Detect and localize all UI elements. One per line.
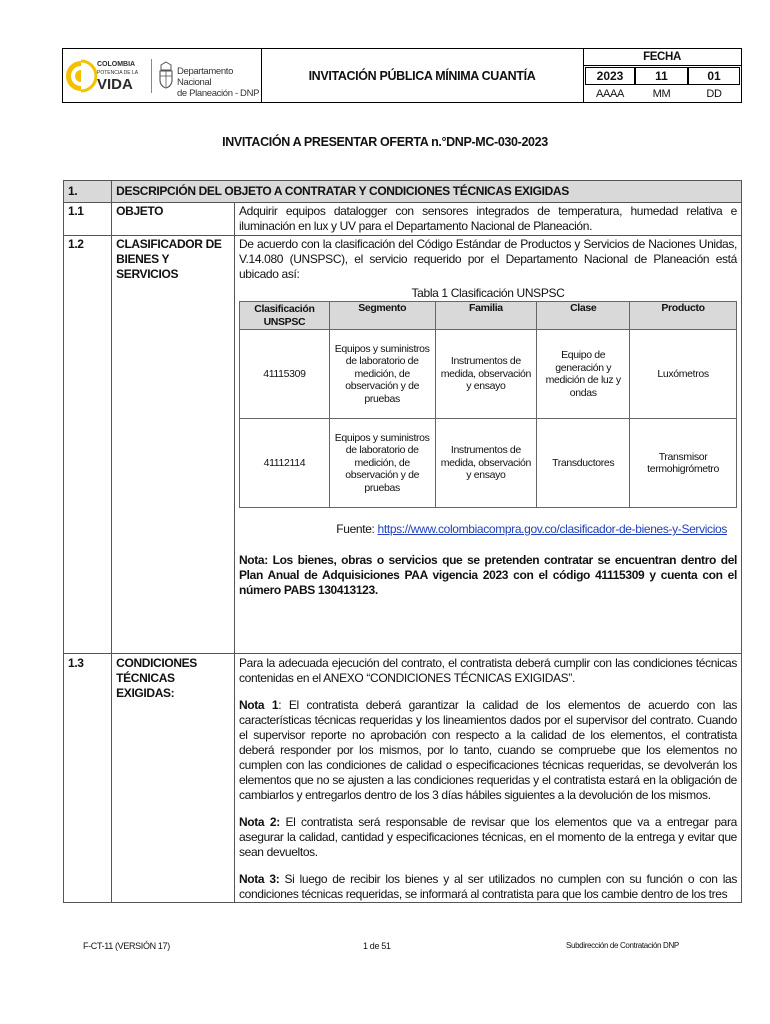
unspsc-cell: Instrumentos de medida, observación y ensayo <box>435 330 537 419</box>
unspsc-cell: Luxómetros <box>630 330 737 419</box>
unspsc-cell: Equipos y suministros de laboratorio de medición, de observación y de pruebas <box>329 330 435 419</box>
unspsc-header-cell: Clase <box>537 302 630 330</box>
date-year: 2023 <box>585 67 635 85</box>
footer-form-code: F-CT-11 (VERSIÓN 17) <box>83 941 170 951</box>
source-line <box>239 522 737 537</box>
row-number: 1.1 <box>64 203 112 236</box>
unspsc-cell: 41115309 <box>239 330 329 419</box>
unspsc-header-row <box>239 302 736 330</box>
condiciones-content <box>234 654 741 903</box>
dnp-logo-text <box>177 66 261 99</box>
footer-office: Subdirección de Contratación DNP <box>566 941 679 950</box>
table-caption: Tabla 1 Clasificación UNSPSC <box>411 286 565 300</box>
row-objeto <box>64 203 742 236</box>
nota-2-label: Nota 2: <box>238 815 280 829</box>
clasificador-content <box>234 236 741 654</box>
nota-3-label: Nota 3: <box>238 872 280 886</box>
logo-colombia-line3: VIDA <box>97 76 133 93</box>
unspsc-cell: Transductores <box>537 419 630 508</box>
condiciones-intro: Para la adecuada ejecución del contrato, el contratista deberá cumplir con las condiciones técnicas contenidas en el ANEXO “CONDICIONES TÉCNICAS EXIGIDAS”. <box>238 656 737 685</box>
logo-area <box>63 49 262 102</box>
section-number: 1. <box>64 181 112 203</box>
nota-1-label: Nota 1 <box>238 698 279 712</box>
unspsc-row <box>239 419 736 508</box>
unspsc-header-cell: Segmento <box>329 302 435 330</box>
objeto-text: Adquirir equipos datalogger con sensores integrados de temperatura, humedad relativa e iluminación en lux y UV para el Departamento Nacional de Planeación. <box>234 203 741 236</box>
object-description-table <box>63 180 742 903</box>
paa-note: Nota: Los bienes, obras o servicios que se pretenden contratar se encuentran dentro del Plan Anual de Adquisiciones PAA vigencia 2023 con el código 41115309 y cuenta con el número PABS 130413123. <box>238 553 737 597</box>
source-prefix: Fuente: <box>336 522 378 536</box>
unspsc-cell: Equipos y suministros de laboratorio de medición, de observación y de pruebas <box>329 419 435 508</box>
colombia-logo-text <box>97 61 138 92</box>
unspsc-cell: Transmisor termohigrómetro <box>630 419 737 508</box>
date-month: 11 <box>635 67 688 85</box>
date-day-label: DD <box>706 88 722 100</box>
logo-colombia-line2: POTENCIA DE LA <box>97 70 139 76</box>
row-label: CLASIFICADOR DE BIENES Y SERVICIOS <box>112 236 235 654</box>
document-type-title: INVITACIÓN PÚBLICA MÍNIMA CUANTÍA <box>261 49 584 102</box>
unspsc-header-cell: Producto <box>630 302 737 330</box>
logo-colombia-line1: COLOMBIA <box>97 61 136 68</box>
row-condiciones <box>64 654 742 903</box>
row-label: CONDICIONES TÉCNICAS EXIGIDAS: <box>112 654 235 903</box>
nota-2 <box>239 815 737 860</box>
invitation-title: INVITACIÓN A PRESENTAR OFERTA n.°DNP-MC-030-2023 <box>222 135 548 149</box>
date-month-label: MM <box>652 88 671 100</box>
logo-divider <box>151 59 152 93</box>
row-clasificador <box>64 236 742 654</box>
footer-page-number: 1 de 51 <box>363 941 391 951</box>
nota-3 <box>239 872 737 902</box>
unspsc-header-cell: Familia <box>435 302 537 330</box>
row-number: 1.3 <box>64 654 112 903</box>
nota-3-text: Si luego de recibir los bienes y al ser utilizados no cumplen con su función o con las condiciones técnicas requeridas, se informará al contratista para que los cambie dentro de los tres <box>238 872 737 901</box>
unspsc-header-cell: Clasificación UNSPSC <box>239 302 329 330</box>
date-block <box>583 49 741 102</box>
section-heading-row <box>64 181 742 203</box>
unspsc-row <box>239 330 736 419</box>
date-label: FECHA <box>583 49 741 66</box>
unspsc-cell: Instrumentos de medida, observación y ensayo <box>435 419 537 508</box>
colombia-potencia-vida-logo <box>65 59 97 93</box>
section-heading: DESCRIPCIÓN DEL OBJETO A CONTRATAR Y CONDICIONES TÉCNICAS EXIGIDAS <box>112 181 742 203</box>
document-header <box>62 48 742 103</box>
nota-2-text: El contratista será responsable de revisar que los elementos que va a entregar para asegurar la calidad, cantidad y especificaciones técnicas, en el momento de la entrega y evitar que sean devueltos. <box>238 815 737 859</box>
date-year-label: AAAA <box>596 88 624 100</box>
unspsc-cell: Equipo de generación y medición de luz y ondas <box>537 330 630 419</box>
unspsc-table <box>239 301 737 508</box>
nota-1-text: : El contratista deberá garantizar la calidad de los elementos de acuerdo con las características técnicas requeridas y los lineamientos dados por el supervisor del contrato. Cuando el supervisor reporte no aprobación con respecto a la calidad de los elementos, el contratista deberá responder por los mismos, por lo tanto, cuando se compruebe que los elementos no cumplen con las condiciones de calidad o especificaciones técnicas requeridas, se devolverán los elementos que no se ajusten a las condiciones requeridas y el contratista estará en la obligación de cambiarlos y entregarlos dentro de los 3 días hábiles siguientes a la devolución de los mismos. <box>238 698 738 802</box>
source-link[interactable]: https://www.colombiacompra.gov.co/clasificador-de-bienes-y-Servicios <box>377 522 727 536</box>
date-day: 01 <box>688 67 740 85</box>
unspsc-cell: 41112114 <box>239 419 329 508</box>
logo-dnp-line1: Departamento Nacional <box>177 66 234 88</box>
clasificador-text: De acuerdo con la clasificación del Código Estándar de Productos y Servicios de Naciones Unidas, V.14.080 (UNSPSC), el servicio requerido por el Departamento Nacional de Planeación está ubicado así: <box>238 237 737 281</box>
nota-1 <box>239 698 737 803</box>
row-label: OBJETO <box>112 203 235 236</box>
dnp-coat-of-arms-icon <box>157 61 175 89</box>
logo-dnp-line2: de Planeación - DNP <box>177 88 260 99</box>
row-number: 1.2 <box>64 236 112 654</box>
